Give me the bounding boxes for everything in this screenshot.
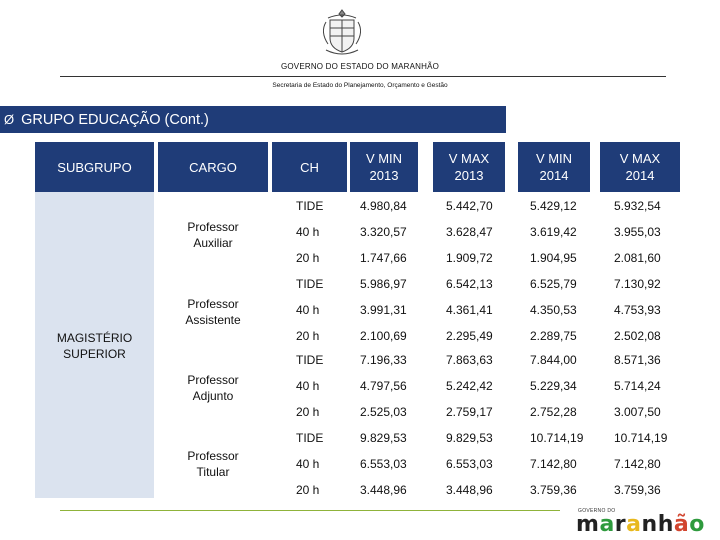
table-cell-vmin-2014: 1.904,95	[530, 251, 577, 265]
table-cell-vmax-2014: 7.142,80	[614, 457, 661, 471]
table-cell-ch: 20 h	[296, 251, 320, 265]
table-cell-vmin-2013: 2.525,03	[360, 405, 407, 419]
table-cell-vmax-2013: 4.361,41	[446, 303, 493, 317]
column-header-vmax-2013: V MAX 2013	[433, 142, 505, 192]
header-divider	[60, 76, 666, 77]
cargo-label: Professor Adjunto	[187, 373, 239, 403]
cargo-label: Professor Auxiliar	[187, 220, 239, 250]
table-cell-ch: 40 h	[296, 457, 320, 471]
table-cell-ch: TIDE	[296, 431, 324, 445]
table-cell-vmax-2014: 3.007,50	[614, 405, 661, 419]
table-cell-vmax-2014: 8.571,36	[614, 353, 661, 367]
table-cell-vmin-2014: 4.350,53	[530, 303, 577, 317]
table-cell-ch: 20 h	[296, 483, 320, 497]
column-header-subgrupo: SUBGRUPO	[35, 142, 154, 192]
secretariat-subtitle: Secretaria de Estado do Planejamento, Orçamento e Gestão	[272, 82, 448, 89]
government-title: GOVERNO DO ESTADO DO MARANHÃO	[280, 62, 440, 71]
cargo-label: Professor Assistente	[185, 297, 241, 327]
arrow-bullet-icon: Ø	[4, 112, 15, 127]
table-cell-vmax-2014: 3.759,36	[614, 483, 661, 497]
table-cell-vmin-2014: 10.714,19	[530, 431, 584, 445]
table-cell-vmin-2014: 3.619,42	[530, 225, 577, 239]
table-cell-vmax-2013: 3.628,47	[446, 225, 493, 239]
table-cell-vmax-2013: 2.759,17	[446, 405, 493, 419]
column-header-cargo: CARGO	[158, 142, 268, 192]
table-cell-vmax-2013: 5.442,70	[446, 199, 493, 213]
table-cell-ch: 40 h	[296, 225, 320, 239]
table-cell-vmax-2014: 7.130,92	[614, 277, 661, 291]
section-title: GRUPO EDUCAÇÃO (Cont.)	[21, 111, 209, 128]
table-cell-ch: 40 h	[296, 379, 320, 393]
table-cell-vmax-2014: 4.753,93	[614, 303, 661, 317]
table-cell-vmax-2013: 7.863,63	[446, 353, 493, 367]
table-cell-vmin-2013: 9.829,53	[360, 431, 407, 445]
table-cell-vmin-2014: 5.429,12	[530, 199, 577, 213]
table-cell-vmin-2014: 7.844,00	[530, 353, 577, 367]
column-header-vmin-2014: V MIN 2014	[518, 142, 590, 192]
maranhao-logo: maranhão	[576, 512, 705, 537]
table-cell-vmax-2014: 2.502,08	[614, 329, 661, 343]
table-cell-vmax-2013: 1.909,72	[446, 251, 493, 265]
table-cell-vmin-2014: 3.759,36	[530, 483, 577, 497]
table-cell-vmin-2013: 5.986,97	[360, 277, 407, 291]
table-cell-ch: 20 h	[296, 329, 320, 343]
subgroup-label: MAGISTÉRIO SUPERIOR	[56, 331, 133, 361]
table-cell-ch: TIDE	[296, 199, 324, 213]
table-cell-vmax-2014: 3.955,03	[614, 225, 661, 239]
column-header-ch: CH	[272, 142, 347, 192]
table-cell-ch: 40 h	[296, 303, 320, 317]
table-cell-vmin-2014: 6.525,79	[530, 277, 577, 291]
table-cell-vmax-2013: 2.295,49	[446, 329, 493, 343]
table-cell-vmax-2013: 6.542,13	[446, 277, 493, 291]
coat-of-arms-icon	[318, 6, 366, 58]
table-cell-vmin-2013: 1.747,66	[360, 251, 407, 265]
table-cell-ch: TIDE	[296, 277, 324, 291]
table-cell-vmax-2013: 5.242,42	[446, 379, 493, 393]
table-cell-vmax-2014: 5.932,54	[614, 199, 661, 213]
table-cell-vmin-2013: 4.797,56	[360, 379, 407, 393]
footer-divider	[60, 510, 560, 511]
footer-brand-caption: GOVERNO DO	[578, 508, 616, 514]
table-cell-vmax-2014: 10.714,19	[614, 431, 668, 445]
table-cell-vmax-2014: 2.081,60	[614, 251, 661, 265]
table-cell-ch: TIDE	[296, 353, 324, 367]
table-cell-vmin-2013: 3.991,31	[360, 303, 407, 317]
column-header-vmax-2014: V MAX 2014	[600, 142, 680, 192]
table-cell-vmin-2014: 2.289,75	[530, 329, 577, 343]
table-cell-vmax-2013: 3.448,96	[446, 483, 493, 497]
table-cell-ch: 20 h	[296, 405, 320, 419]
table-cell-vmax-2014: 5.714,24	[614, 379, 661, 393]
table-cell-vmin-2013: 6.553,03	[360, 457, 407, 471]
column-header-vmin-2013: V MIN 2013	[350, 142, 418, 192]
table-cell-vmin-2013: 3.448,96	[360, 483, 407, 497]
table-cell-vmin-2013: 2.100,69	[360, 329, 407, 343]
table-cell-vmax-2013: 6.553,03	[446, 457, 493, 471]
table-cell-vmin-2014: 2.752,28	[530, 405, 577, 419]
table-cell-vmin-2014: 7.142,80	[530, 457, 577, 471]
table-cell-vmax-2013: 9.829,53	[446, 431, 493, 445]
table-cell-vmin-2013: 3.320,57	[360, 225, 407, 239]
table-cell-vmin-2013: 4.980,84	[360, 199, 407, 213]
table-cell-vmin-2014: 5.229,34	[530, 379, 577, 393]
table-cell-vmin-2013: 7.196,33	[360, 353, 407, 367]
cargo-label: Professor Titular	[187, 449, 239, 479]
section-title-bar	[0, 106, 506, 133]
